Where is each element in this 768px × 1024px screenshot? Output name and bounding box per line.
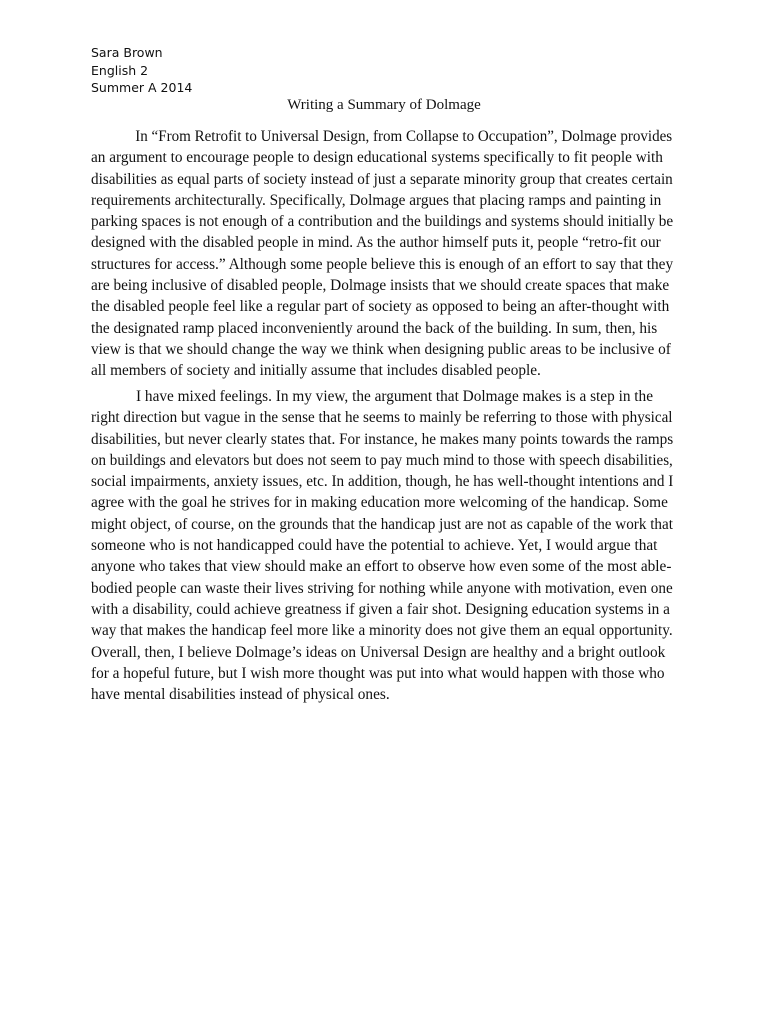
- paragraph-line: structures for access.” Although some people believe this is enough of an effort to say that they: [91, 255, 674, 273]
- paragraph-line: all members of society and initially assume that includes disabled people.: [91, 362, 541, 380]
- paragraph-line: with a disability, could achieve greatness if given a fair shot. Designing education systems in a: [91, 600, 670, 618]
- paragraph-line: the designated ramp placed inconveniently around the back of the building. In sum, then, his: [91, 319, 658, 337]
- paragraph-line: Overall, then, I believe Dolmage’s ideas on Universal Design are healthy and a bright outlook: [91, 643, 666, 661]
- paragraph-line: view is that we should change the way we think when designing public areas to be inclusive of: [91, 340, 671, 358]
- paragraph-line: have mental disabilities instead of physical ones.: [91, 686, 390, 704]
- paragraph-line: agree with the goal he strives for in making education more welcoming of the handicap. Some: [91, 494, 668, 512]
- paragraph-line: parking spaces is not enough of a contribution and the buildings and systems should initially be: [91, 213, 674, 231]
- response-paragraph: [91, 386, 673, 705]
- paragraph-line: social impairments, anxiety issues, etc. In addition, though, he has well-thought intentions and I: [91, 473, 674, 491]
- paragraph-line: designed with the disabled people in mind. As the author himself puts it, people “retro-fit our: [91, 234, 661, 252]
- paragraph-line: In “From Retrofit to Universal Design, from Collapse to Occupation”, Dolmage provides: [135, 128, 673, 145]
- paragraph-line: way that makes the handicap feel more like a minority does not give them an equal opportunity.: [91, 622, 673, 640]
- paragraph-line: bodied people can waste their lives striving for nothing while anyone with motivation, even one: [91, 579, 673, 597]
- paragraph-line: someone who is not handicapped could have the potential to achieve. Yet, I would argue that: [91, 537, 658, 555]
- term-label: Summer A 2014: [91, 80, 193, 95]
- paragraph-line: requirements architecturally. Specifically, Dolmage argues that placing ramps and painting in: [91, 191, 662, 209]
- paragraph-line: disabilities, but never clearly states that. For instance, he makes many points towards the ramps: [91, 430, 674, 448]
- paragraph-line: anyone who takes that view should make an effort to observe how even some of the most able-: [91, 558, 672, 576]
- paragraph-line: an argument to encourage people to design educational systems specifically to fit people with: [91, 149, 663, 167]
- paragraph-line: might object, of course, on the grounds that the handicap just are not as capable of the work that: [91, 515, 673, 533]
- summary-paragraph: [91, 126, 673, 382]
- document-title: Writing a Summary of Dolmage: [287, 97, 481, 113]
- paragraph-line: for a hopeful future, but I wish more thought was put into what would happen with those who: [91, 664, 665, 682]
- author-name: Sara Brown: [91, 45, 163, 60]
- course-name: English 2: [91, 62, 149, 78]
- paragraph-line: on buildings and elevators but does not seem to pay much mind to those with speech disabilities,: [91, 451, 673, 469]
- paragraph-line: are being inclusive of disabled people, Dolmage insists that we should create spaces that make: [91, 277, 670, 295]
- paragraph-line: disabilities as equal parts of society instead of just a separate minority group that creates certain: [91, 170, 673, 188]
- paragraph-line: right direction but vague in the sense that he seems to mainly be referring to those with physical: [91, 409, 673, 427]
- document-header: [91, 44, 192, 97]
- paragraph-line: I have mixed feelings. In my view, the argument that Dolmage makes is a step in the: [136, 388, 653, 405]
- paragraph-line: the disabled people feel like a regular part of society as opposed to being an after-thought with: [91, 298, 670, 316]
